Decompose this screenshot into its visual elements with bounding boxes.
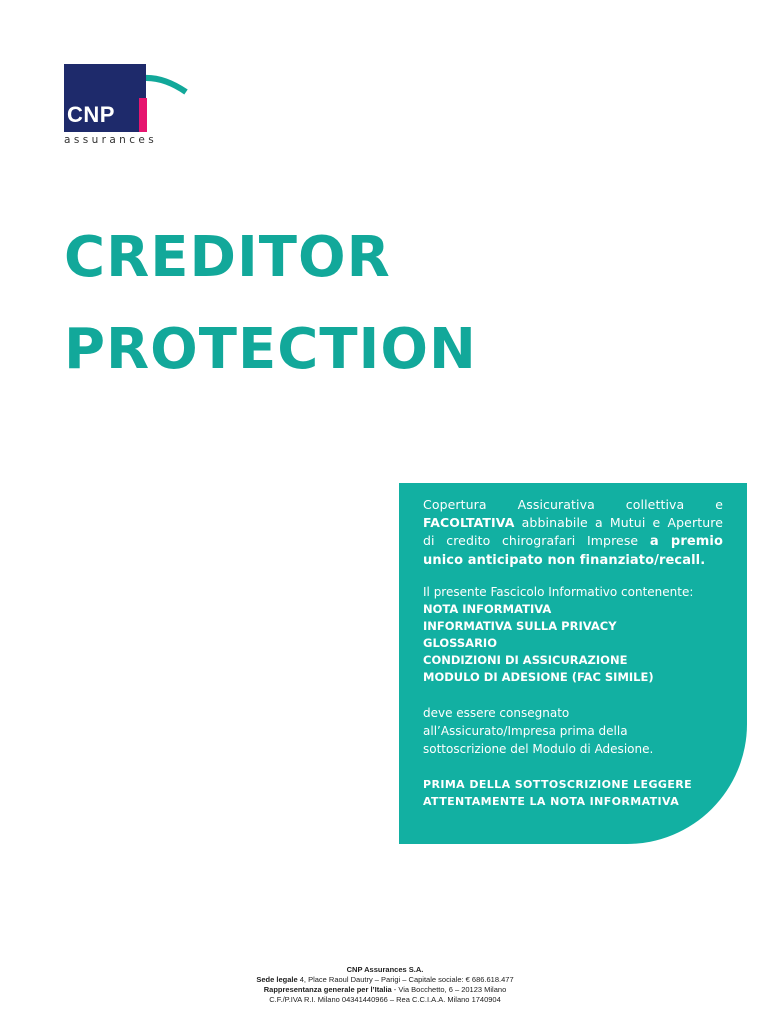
contents-item: MODULO DI ADESIONE (FAC SIMILE) xyxy=(423,670,654,684)
contents-item: INFORMATIVA SULLA PRIVACY xyxy=(423,619,617,633)
footer-rapp-label: Rappresentanza generale per l’Italia xyxy=(263,985,392,994)
delivery-line: all’Assicurato/Impresa prima della xyxy=(423,724,628,738)
footer-sede-text: 4, Place Raoul Dautry – Parigi – Capitale sociale: € 686.618.477 xyxy=(297,975,514,984)
intro-premium: a premio unico anticipato non finanziato/recall. xyxy=(423,534,723,568)
contents-item: GLOSSARIO xyxy=(423,636,497,650)
delivery-line: sottoscrizione del Modulo di Adesione. xyxy=(423,742,654,756)
footer-company: CNP Assurances S.A. xyxy=(346,965,424,974)
warning-note xyxy=(423,776,723,810)
contents-block xyxy=(423,584,723,686)
logo-brand: CNP xyxy=(67,102,115,127)
delivery-note xyxy=(423,704,723,758)
page-title xyxy=(64,212,477,396)
intro-facoltativa: FACOLTATIVA xyxy=(423,515,515,530)
contents-item: NOTA INFORMATIVA xyxy=(423,602,552,616)
contents-item: CONDIZIONI DI ASSICURAZIONE xyxy=(423,653,628,667)
logo-accent xyxy=(139,98,147,132)
intro-text-1: Copertura Assicurativa collettiva e xyxy=(423,497,723,512)
title-line-1: CREDITOR xyxy=(64,225,391,290)
logo-subtitle: assurances xyxy=(64,134,158,146)
cnp-logo xyxy=(62,62,187,148)
delivery-line: deve essere consegnato xyxy=(423,706,570,720)
intro-text-3: abbinabile a Mutui e Aperture di credito chirografari Imprese xyxy=(423,515,723,548)
warning-line: PRIMA DELLA SOTTOSCRIZIONE LEGGERE xyxy=(423,778,693,791)
footer-registry: C.F./P.IVA R.I. Milano 04341440966 – Rea C.C.I.A.A. Milano 1740904 xyxy=(269,995,501,1004)
warning-line: ATTENTAMENTE LA NOTA INFORMATIVA xyxy=(423,795,680,808)
legal-footer xyxy=(0,965,770,1005)
info-panel xyxy=(399,483,747,844)
contents-intro: Il presente Fascicolo Informativo contenente: xyxy=(423,585,694,599)
title-line-2: PROTECTION xyxy=(64,317,477,382)
footer-sede-label: Sede legale xyxy=(256,975,298,984)
footer-rapp-text: - Via Bocchetto, 6 – 20123 Milano xyxy=(391,985,507,994)
intro-paragraph xyxy=(423,496,723,570)
